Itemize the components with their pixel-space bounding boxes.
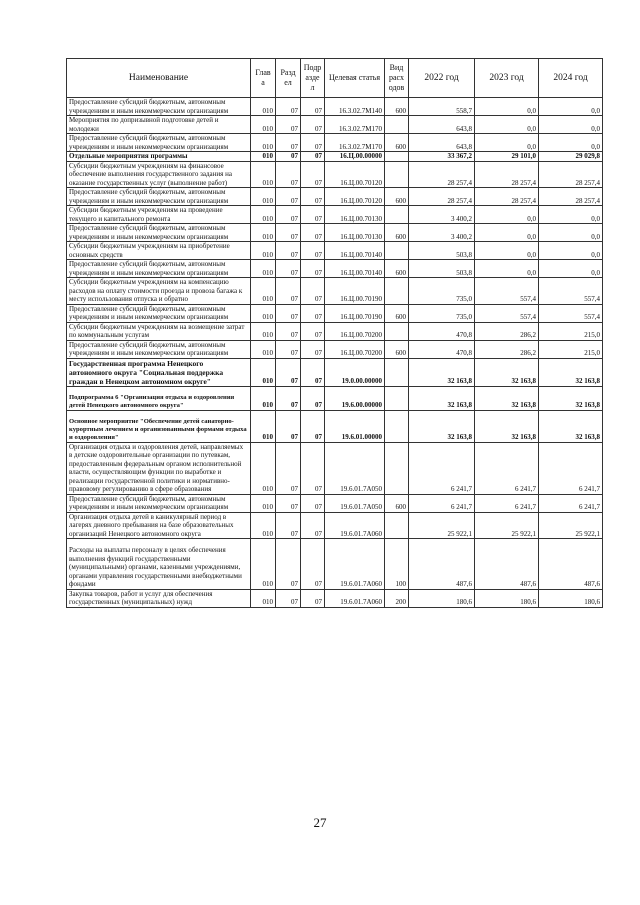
cell-2022: 503,8 bbox=[409, 242, 475, 260]
table-row bbox=[67, 589, 603, 607]
cell-name: Государственная программа Ненецкого автономного округа "Социальная поддержка граждан в Ненецком автономном округе" bbox=[67, 358, 251, 386]
cell-2022: 643,8 bbox=[409, 116, 475, 134]
cell-target: 16.Ц.00.70140 bbox=[325, 242, 385, 260]
cell-2022: 32 163,8 bbox=[409, 410, 475, 442]
cell-glava: 010 bbox=[251, 206, 276, 224]
cell-2023: 29 101,0 bbox=[475, 152, 539, 162]
cell-glava: 010 bbox=[251, 494, 276, 512]
cell-name: Субсидии бюджетным учреждениям на финансовое обеспечение выполнения государственного задания на оказание государственных услуг (выполнение работ) bbox=[67, 161, 251, 188]
cell-name: Субсидии бюджетным учреждениям на проведение текущего и капитального ремонта bbox=[67, 206, 251, 224]
page-number: 27 bbox=[313, 815, 327, 830]
cell-glava: 010 bbox=[251, 340, 276, 358]
cell-name: Организация отдыха и оздоровления детей, направляемых в детские оздоровительные организации по путевкам, предоставленным федеральным органом исполнительной власти, осуществляющим функции по выработке и реализации государственной политики и нормативно-правовому регулированию в сфере образования bbox=[67, 442, 251, 494]
cell-glava: 010 bbox=[251, 304, 276, 322]
cell-target: 19.6.01.7А060 bbox=[325, 589, 385, 607]
cell-2023: 180,6 bbox=[475, 589, 539, 607]
cell-2022: 487,6 bbox=[409, 539, 475, 590]
cell-2022: 643,8 bbox=[409, 134, 475, 152]
cell-glava: 010 bbox=[251, 260, 276, 278]
cell-target: 16.Ц.00.70120 bbox=[325, 161, 385, 188]
cell-name: Предоставление субсидий бюджетным, автономным учреждениям и иным некоммерческим организациям bbox=[67, 224, 251, 242]
table-body bbox=[67, 98, 603, 608]
cell-2023: 0,0 bbox=[475, 206, 539, 224]
cell-podrazdel: 07 bbox=[301, 304, 325, 322]
cell-name: Предоставление субсидий бюджетным, автономным учреждениям и иным некоммерческим организациям bbox=[67, 340, 251, 358]
header-target: Целевая статья bbox=[325, 59, 385, 98]
cell-target: 16.3.02.7М170 bbox=[325, 116, 385, 134]
cell-2023: 28 257,4 bbox=[475, 188, 539, 206]
cell-target: 16.3.02.7М170 bbox=[325, 134, 385, 152]
table-row bbox=[67, 494, 603, 512]
header-podrazdel: Подр азде л bbox=[301, 59, 325, 98]
cell-2023: 0,0 bbox=[475, 242, 539, 260]
table-row bbox=[67, 304, 603, 322]
cell-podrazdel: 07 bbox=[301, 358, 325, 386]
cell-2024: 29 029,8 bbox=[539, 152, 603, 162]
header-2023: 2023 год bbox=[475, 59, 539, 98]
cell-2022: 470,8 bbox=[409, 322, 475, 340]
cell-target: 19.6.01.7А060 bbox=[325, 539, 385, 590]
cell-target: 19.6.01.00000 bbox=[325, 410, 385, 442]
cell-razdel: 07 bbox=[276, 442, 301, 494]
cell-2024: 0,0 bbox=[539, 134, 603, 152]
cell-razdel: 07 bbox=[276, 512, 301, 539]
cell-2023: 32 163,8 bbox=[475, 410, 539, 442]
cell-2022: 180,6 bbox=[409, 589, 475, 607]
cell-razdel: 07 bbox=[276, 98, 301, 116]
cell-podrazdel: 07 bbox=[301, 134, 325, 152]
cell-razdel: 07 bbox=[276, 278, 301, 305]
table-row bbox=[67, 98, 603, 116]
cell-podrazdel: 07 bbox=[301, 161, 325, 188]
cell-vid bbox=[385, 442, 409, 494]
table-row bbox=[67, 322, 603, 340]
cell-target: 19.6.01.7А060 bbox=[325, 512, 385, 539]
cell-glava: 010 bbox=[251, 161, 276, 188]
cell-vid bbox=[385, 161, 409, 188]
cell-podrazdel: 07 bbox=[301, 512, 325, 539]
table-row bbox=[67, 278, 603, 305]
cell-2024: 557,4 bbox=[539, 278, 603, 305]
cell-2024: 32 163,8 bbox=[539, 410, 603, 442]
cell-razdel: 07 bbox=[276, 224, 301, 242]
table-row bbox=[67, 152, 603, 162]
cell-razdel: 07 bbox=[276, 134, 301, 152]
cell-vid: 100 bbox=[385, 539, 409, 590]
cell-glava: 010 bbox=[251, 278, 276, 305]
cell-target: 16.Ц.00.70190 bbox=[325, 278, 385, 305]
cell-name: Предоставление субсидий бюджетным, автономным учреждениям и иным некоммерческим организациям bbox=[67, 98, 251, 116]
cell-2022: 470,8 bbox=[409, 340, 475, 358]
cell-podrazdel: 07 bbox=[301, 98, 325, 116]
cell-target: 16.Ц.00.70200 bbox=[325, 340, 385, 358]
cell-name: Подпрограмма 6 "Организация отдыха и оздоровления детей Ненецкого автономного округа" bbox=[67, 386, 251, 410]
cell-target: 16.Ц.00.70200 bbox=[325, 322, 385, 340]
cell-podrazdel: 07 bbox=[301, 188, 325, 206]
cell-2022: 558,7 bbox=[409, 98, 475, 116]
cell-vid bbox=[385, 278, 409, 305]
cell-podrazdel: 07 bbox=[301, 206, 325, 224]
table-row bbox=[67, 188, 603, 206]
cell-razdel: 07 bbox=[276, 494, 301, 512]
cell-vid: 200 bbox=[385, 589, 409, 607]
cell-target: 16.3.02.7М140 bbox=[325, 98, 385, 116]
table-row bbox=[67, 134, 603, 152]
cell-podrazdel: 07 bbox=[301, 410, 325, 442]
cell-2024: 0,0 bbox=[539, 206, 603, 224]
cell-name: Субсидии бюджетным учреждениям на возмещение затрат по коммунальным услугам bbox=[67, 322, 251, 340]
cell-vid: 600 bbox=[385, 224, 409, 242]
header-2022: 2022 год bbox=[409, 59, 475, 98]
cell-2022: 3 400,2 bbox=[409, 206, 475, 224]
cell-2023: 487,6 bbox=[475, 539, 539, 590]
cell-2023: 32 163,8 bbox=[475, 358, 539, 386]
header-2024: 2024 год bbox=[539, 59, 603, 98]
table-row bbox=[67, 161, 603, 188]
header-glava: Глав а bbox=[251, 59, 276, 98]
header-name: Наименование bbox=[67, 59, 251, 98]
cell-podrazdel: 07 bbox=[301, 116, 325, 134]
cell-vid: 600 bbox=[385, 134, 409, 152]
cell-2024: 0,0 bbox=[539, 224, 603, 242]
cell-glava: 010 bbox=[251, 322, 276, 340]
cell-target: 16.Ц.00.70190 bbox=[325, 304, 385, 322]
cell-name: Мероприятия по допризывной подготовке детей и молодежи bbox=[67, 116, 251, 134]
cell-razdel: 07 bbox=[276, 539, 301, 590]
cell-2023: 557,4 bbox=[475, 304, 539, 322]
cell-2022: 28 257,4 bbox=[409, 161, 475, 188]
cell-podrazdel: 07 bbox=[301, 589, 325, 607]
table-row bbox=[67, 442, 603, 494]
cell-2024: 487,6 bbox=[539, 539, 603, 590]
cell-2022: 28 257,4 bbox=[409, 188, 475, 206]
cell-vid: 600 bbox=[385, 304, 409, 322]
cell-vid bbox=[385, 322, 409, 340]
cell-2024: 25 922,1 bbox=[539, 512, 603, 539]
cell-2023: 6 241,7 bbox=[475, 442, 539, 494]
cell-target: 16.Ц.00.70140 bbox=[325, 260, 385, 278]
cell-vid: 600 bbox=[385, 260, 409, 278]
table-row bbox=[67, 206, 603, 224]
cell-2022: 735,0 bbox=[409, 278, 475, 305]
cell-2023: 0,0 bbox=[475, 224, 539, 242]
cell-podrazdel: 07 bbox=[301, 322, 325, 340]
cell-name: Субсидии бюджетным учреждениям на компенсацию расходов на оплату стоимости проезда и провоза багажа к месту использования отпуска и обратно bbox=[67, 278, 251, 305]
cell-2022: 6 241,7 bbox=[409, 494, 475, 512]
cell-2023: 25 922,1 bbox=[475, 512, 539, 539]
cell-glava: 010 bbox=[251, 242, 276, 260]
cell-podrazdel: 07 bbox=[301, 242, 325, 260]
cell-razdel: 07 bbox=[276, 116, 301, 134]
cell-podrazdel: 07 bbox=[301, 494, 325, 512]
cell-name: Предоставление субсидий бюджетным, автономным учреждениям и иным некоммерческим организациям bbox=[67, 134, 251, 152]
cell-name: Субсидии бюджетным учреждениям на приобретение основных средств bbox=[67, 242, 251, 260]
cell-2024: 215,0 bbox=[539, 340, 603, 358]
cell-2022: 3 400,2 bbox=[409, 224, 475, 242]
cell-vid bbox=[385, 358, 409, 386]
cell-vid bbox=[385, 386, 409, 410]
cell-2024: 32 163,8 bbox=[539, 358, 603, 386]
cell-2023: 6 241,7 bbox=[475, 494, 539, 512]
cell-podrazdel: 07 bbox=[301, 386, 325, 410]
cell-2022: 735,0 bbox=[409, 304, 475, 322]
cell-razdel: 07 bbox=[276, 206, 301, 224]
cell-2023: 0,0 bbox=[475, 98, 539, 116]
cell-2024: 0,0 bbox=[539, 260, 603, 278]
cell-2024: 32 163,8 bbox=[539, 386, 603, 410]
header-vid: Вид расх одов bbox=[385, 59, 409, 98]
cell-2022: 503,8 bbox=[409, 260, 475, 278]
cell-2024: 28 257,4 bbox=[539, 161, 603, 188]
table-row bbox=[67, 116, 603, 134]
cell-razdel: 07 bbox=[276, 260, 301, 278]
cell-podrazdel: 07 bbox=[301, 340, 325, 358]
cell-podrazdel: 07 bbox=[301, 260, 325, 278]
table-row bbox=[67, 340, 603, 358]
cell-name: Закупка товаров, работ и услуг для обеспечения государственных (муниципальных) нужд bbox=[67, 589, 251, 607]
cell-podrazdel: 07 bbox=[301, 539, 325, 590]
cell-vid: 600 bbox=[385, 98, 409, 116]
cell-2024: 0,0 bbox=[539, 116, 603, 134]
cell-glava: 010 bbox=[251, 224, 276, 242]
cell-glava: 010 bbox=[251, 539, 276, 590]
cell-2022: 32 163,8 bbox=[409, 358, 475, 386]
cell-razdel: 07 bbox=[276, 304, 301, 322]
table-header bbox=[67, 59, 603, 98]
cell-vid: 600 bbox=[385, 494, 409, 512]
table-row bbox=[67, 410, 603, 442]
cell-vid bbox=[385, 116, 409, 134]
cell-target: 19.6.01.7А050 bbox=[325, 494, 385, 512]
cell-razdel: 07 bbox=[276, 152, 301, 162]
cell-vid: 600 bbox=[385, 188, 409, 206]
table-row bbox=[67, 242, 603, 260]
cell-target: 16.Ц.00.70130 bbox=[325, 224, 385, 242]
cell-razdel: 07 bbox=[276, 589, 301, 607]
cell-2024: 6 241,7 bbox=[539, 494, 603, 512]
cell-vid bbox=[385, 242, 409, 260]
cell-glava: 010 bbox=[251, 152, 276, 162]
cell-2023: 32 163,8 bbox=[475, 386, 539, 410]
cell-2023: 0,0 bbox=[475, 116, 539, 134]
cell-name: Отдельные мероприятия программы bbox=[67, 152, 251, 162]
cell-glava: 010 bbox=[251, 442, 276, 494]
cell-2024: 28 257,4 bbox=[539, 188, 603, 206]
table-row bbox=[67, 260, 603, 278]
cell-vid bbox=[385, 206, 409, 224]
cell-podrazdel: 07 bbox=[301, 224, 325, 242]
cell-2023: 557,4 bbox=[475, 278, 539, 305]
cell-target: 16.Ц.00.00000 bbox=[325, 152, 385, 162]
cell-razdel: 07 bbox=[276, 340, 301, 358]
table-row bbox=[67, 358, 603, 386]
header-razdel: Разд ел bbox=[276, 59, 301, 98]
cell-name: Предоставление субсидий бюджетным, автономным учреждениям и иным некоммерческим организациям bbox=[67, 188, 251, 206]
cell-target: 19.6.01.7А050 bbox=[325, 442, 385, 494]
cell-glava: 010 bbox=[251, 98, 276, 116]
cell-2024: 6 241,7 bbox=[539, 442, 603, 494]
cell-razdel: 07 bbox=[276, 188, 301, 206]
cell-glava: 010 bbox=[251, 512, 276, 539]
cell-glava: 010 bbox=[251, 358, 276, 386]
cell-2024: 0,0 bbox=[539, 242, 603, 260]
cell-2024: 557,4 bbox=[539, 304, 603, 322]
cell-2023: 28 257,4 bbox=[475, 161, 539, 188]
cell-glava: 010 bbox=[251, 589, 276, 607]
cell-2024: 0,0 bbox=[539, 98, 603, 116]
cell-razdel: 07 bbox=[276, 242, 301, 260]
cell-2023: 286,2 bbox=[475, 340, 539, 358]
cell-2024: 180,6 bbox=[539, 589, 603, 607]
cell-glava: 010 bbox=[251, 188, 276, 206]
cell-razdel: 07 bbox=[276, 322, 301, 340]
cell-2022: 33 367,2 bbox=[409, 152, 475, 162]
cell-2022: 32 163,8 bbox=[409, 386, 475, 410]
cell-name: Расходы на выплаты персоналу в целях обеспечения выполнения функций государственными (муниципальными) органами, казенными учреждениями, органами управления государственными внебюджетными фондами bbox=[67, 539, 251, 590]
cell-2023: 286,2 bbox=[475, 322, 539, 340]
cell-target: 19.6.00.00000 bbox=[325, 386, 385, 410]
budget-table bbox=[66, 58, 603, 608]
table-row bbox=[67, 386, 603, 410]
table-row bbox=[67, 224, 603, 242]
cell-target: 19.0.00.00000 bbox=[325, 358, 385, 386]
cell-vid bbox=[385, 152, 409, 162]
cell-razdel: 07 bbox=[276, 386, 301, 410]
cell-2022: 6 241,7 bbox=[409, 442, 475, 494]
cell-razdel: 07 bbox=[276, 358, 301, 386]
cell-glava: 010 bbox=[251, 134, 276, 152]
cell-razdel: 07 bbox=[276, 161, 301, 188]
cell-glava: 010 bbox=[251, 410, 276, 442]
cell-podrazdel: 07 bbox=[301, 152, 325, 162]
cell-podrazdel: 07 bbox=[301, 278, 325, 305]
cell-2023: 0,0 bbox=[475, 260, 539, 278]
cell-name: Предоставление субсидий бюджетным, автономным учреждениям и иным некоммерческим организациям bbox=[67, 304, 251, 322]
cell-vid bbox=[385, 410, 409, 442]
table-row bbox=[67, 539, 603, 590]
cell-podrazdel: 07 bbox=[301, 442, 325, 494]
cell-target: 16.Ц.00.70120 bbox=[325, 188, 385, 206]
cell-2022: 25 922,1 bbox=[409, 512, 475, 539]
cell-glava: 010 bbox=[251, 116, 276, 134]
cell-glava: 010 bbox=[251, 386, 276, 410]
cell-name: Предоставление субсидий бюджетным, автономным учреждениям и иным некоммерческим организациям bbox=[67, 260, 251, 278]
cell-name: Организация отдыха детей в каникулярный период в лагерях дневного пребывания на базе образовательных организаций Ненецкого автономного округа bbox=[67, 512, 251, 539]
cell-target: 16.Ц.00.70130 bbox=[325, 206, 385, 224]
cell-vid bbox=[385, 512, 409, 539]
cell-2024: 215,0 bbox=[539, 322, 603, 340]
cell-name: Основное мероприятие "Обеспечение детей санаторно-курортным лечением и организованными формами отдыха и оздоровления" bbox=[67, 410, 251, 442]
cell-razdel: 07 bbox=[276, 410, 301, 442]
cell-name: Предоставление субсидий бюджетным, автономным учреждениям и иным некоммерческим организациям bbox=[67, 494, 251, 512]
cell-2023: 0,0 bbox=[475, 134, 539, 152]
table-row bbox=[67, 512, 603, 539]
cell-vid: 600 bbox=[385, 340, 409, 358]
